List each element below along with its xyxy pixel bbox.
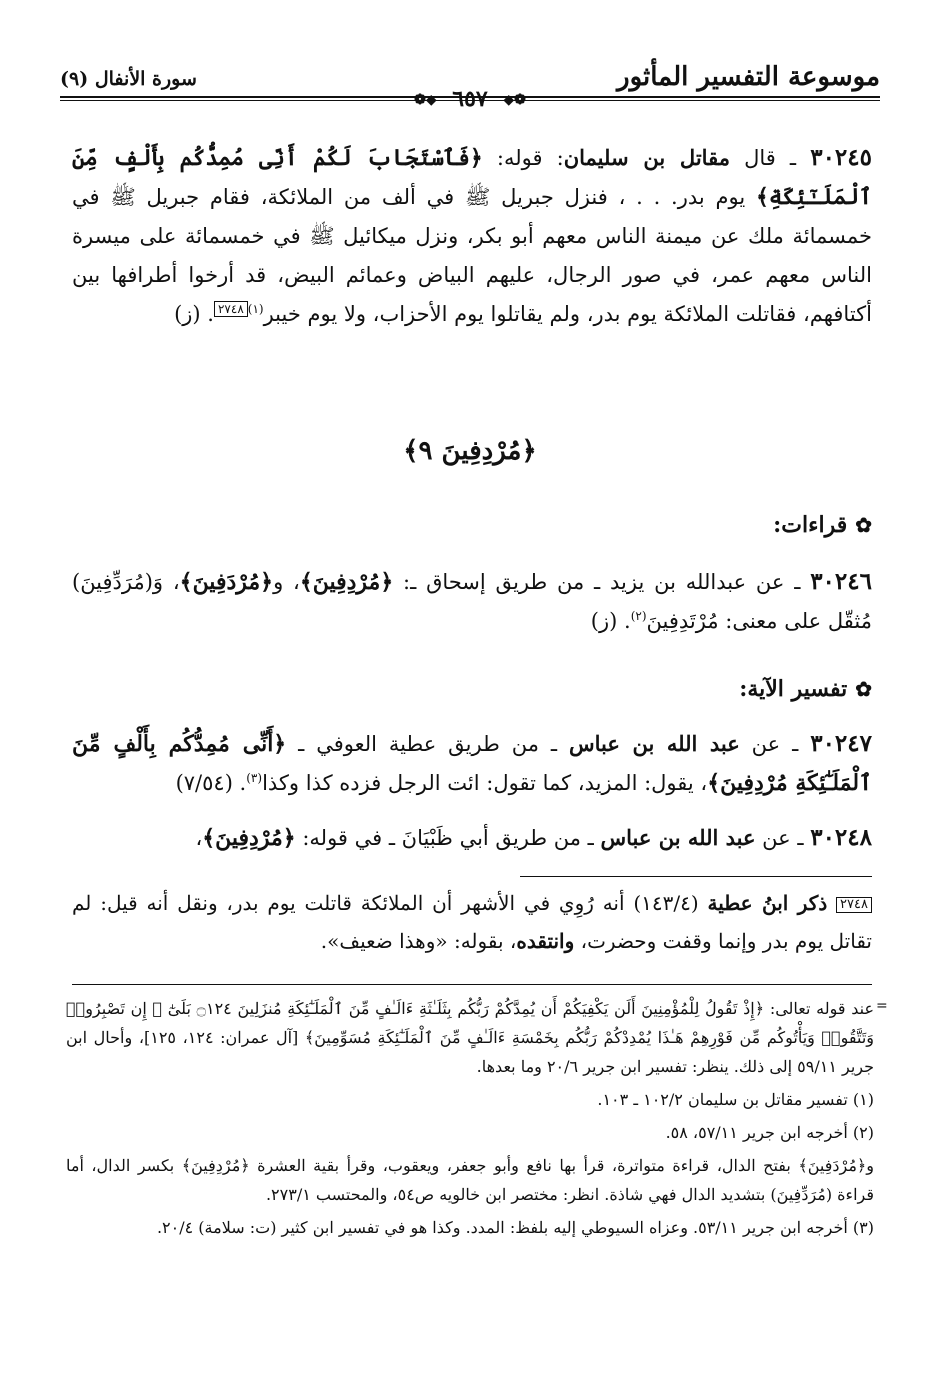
- flower-icon: ✿: [855, 513, 872, 537]
- entry-text: : قوله:: [482, 146, 564, 170]
- flower-icon: ✿: [855, 677, 872, 701]
- commentary-text: أنه رُوِي في الأشهر أن الملائكة قاتلت يوم بدر، ونقل أنه قيل: لم تقاتل يوم بدر وإنما وقفت وحضرت،: [72, 891, 872, 953]
- ornament-icon: ◆❁: [414, 92, 437, 108]
- entry-text: ،: [195, 826, 203, 850]
- entry-number: ٣٠٢٤٥: [810, 144, 872, 171]
- entry-text: . (ز): [590, 609, 631, 633]
- quran-quote: ﴿مُرْدَفِينَ﴾: [179, 569, 274, 595]
- quran-quote: ﴿فَٱسْتَجَابَ لَكُمْ أَنِّى مُمِدُّكُم بِأَلْفٍ مِّنَ ٱلْمَلَـٰٓئِكَةِ﴾: [72, 145, 872, 210]
- entry-30248: [72, 818, 872, 858]
- footnote-ref[interactable]: (٣): [246, 771, 263, 785]
- entry-text: ـ قال: [729, 146, 797, 170]
- quran-quote: ﴿مُرْدِفِينَ﴾: [202, 825, 296, 851]
- continuation-mark: =: [876, 998, 888, 1014]
- commentary-text: ، بقوله: «وهذا ضعيف».: [320, 929, 517, 953]
- footnote-2: (٢) أخرجه ابن جرير ٥٧/١١، ٥٨.: [665, 1123, 874, 1142]
- entry-text: ـ عن: [739, 732, 799, 756]
- footnote-1: (١) تفسير مقاتل بن سليمان ١٠٢/٢ ـ ١٠٣.: [597, 1090, 874, 1109]
- entry-text: ـ من طريق عطية العوفي ـ: [286, 732, 569, 756]
- narrator-name: مقاتل بن سليمان: [563, 145, 730, 170]
- entry-30245: [72, 138, 872, 334]
- entry-text: ، وَ(مُرَدِّفِينَ) مُثقّل على معنى: مُرْتَدِفِينَ: [72, 570, 872, 633]
- commentary-bold: وانتقده: [516, 929, 575, 953]
- section-tafsir: [72, 676, 872, 702]
- entry-30246: [72, 562, 872, 641]
- entry-number: ٣٠٢٤٨: [810, 824, 872, 851]
- footnote-3: (٣) أخرجه ابن جرير ٥٣/١١. وعزاه السيوطي إليه بلفظ: المدد. وكذا هو في تفسير ابن كثير (ت: سلامة) ٢٠/٤.: [156, 1218, 874, 1237]
- book-title: موسوعة التفسير المأثور: [617, 62, 880, 92]
- quran-quote: ﴿مُرْدِفِينَ﴾: [299, 569, 394, 595]
- section-title: تفسير الآية:: [739, 676, 848, 702]
- footnote-ref[interactable]: (١): [247, 302, 264, 316]
- narrator-name: عبد الله بن عباس: [600, 825, 756, 850]
- footnote-ref[interactable]: (٢): [630, 609, 647, 623]
- commentary-rule: [520, 876, 872, 877]
- verse-word: ﴿مُرْدِفِينَ ٩﴾: [403, 436, 537, 466]
- surah-label: سورة الأنفال (٩): [60, 68, 197, 90]
- quran-quote: ﴿أَنِّى مُمِدُّكُم بِأَلْفٍ مِّنَ ٱلْمَلَـٰٓئِكَةِ مُرْدِفِينَ﴾: [72, 731, 872, 796]
- commentary-note: [72, 884, 872, 960]
- page-number-text: ٦٥٧: [452, 86, 488, 112]
- page-number: [0, 86, 940, 112]
- footnote-2-cont: و﴿مُرْدَفِينَ﴾ بفتح الدال، قراءة متواترة، قرأ بها نافع وأبو جعفر، ويعقوب، وقرأ بقية العشرة ﴿مُرْدِفِينَ﴾ بكسر الدال، أما قراءة (مُرَدِّفِينَ) بتشديد الدال فهي شاذة. انظر: مختصر ابن خالويه ص٥٤، والمحتسب ٢٧٣/١.: [66, 1156, 874, 1204]
- footnotes-rule: [72, 984, 872, 985]
- entry-text: ـ من طريق أبي ظَبْيَانَ ـ في قوله:: [295, 826, 601, 850]
- commentary-ref-box[interactable]: ٢٧٤٨: [214, 301, 248, 317]
- entry-text: ـ عن عبدالله بن يزيد ـ من طريق إسحاق ـ:: [393, 570, 801, 594]
- section-title: قراءات:: [773, 512, 848, 538]
- narrator-name: عبد الله بن عباس: [569, 731, 740, 756]
- footnotes: [66, 994, 874, 1246]
- section-qiraat: [72, 512, 872, 538]
- ornament-icon: ❁◆: [503, 92, 526, 108]
- commentary-number-box: ٢٧٤٨: [836, 897, 872, 913]
- entry-number: ٣٠٢٤٧: [810, 730, 872, 757]
- commentary-lead: ذكر ابنُ عطية: [707, 891, 828, 915]
- entry-number: ٣٠٢٤٦: [810, 568, 872, 595]
- commentary-ref: (١٤٣/٤): [624, 891, 708, 915]
- entry-text: . (٧/٥٤): [175, 771, 247, 795]
- footnote-continuation: عند قوله تعالى: ﴿إِذْ تَقُولُ لِلْمُؤْمِنِينَ أَلَن يَكْفِيَكُمْ أَن يُمِدَّكُمْ رَبُّكُم بِثَلَـٰثَةِ ءَالَـٰفٍ مِّنَ ٱلْمَلَـٰٓئِكَةِ مُنزَلِينَ ۝١٢٤ بَلَىٰٓ ۚ إِن تَصْبِرُوا۟ وَتَتَّقُوا۟ وَيَأْتُوكُم مِّن فَوْرِهِمْ هَـٰذَا يُمْدِدْكُمْ رَبُّكُم بِخَمْسَةِ ءَالَـٰفٍ مِّنَ ٱلْمَلَـٰٓئِكَةِ مُسَوِّمِينَ﴾ [آل عمران: ١٢٤، ١٢٥]، وأحال ابن جرير ٥٩/١١ إلى ذلك. ينظر: تفسير ابن جرير ٢٠/٦ وما بعدها.: [66, 999, 875, 1076]
- entry-text: يوم بدر. . . ، فنزل جبريل ﷺ في ألف من الملائكة، فقام جبريل ﷺ في خمسمائة ملك عن ميمنة الناس معهم أبو بكر، ونزل ميكائيل ﷺ في خمسمائة على ميسرة الناس معهم عمر، في صور الرجال، عليهم البياض وعمائم البيض، قد أرخوا أطرافها بين أكتافهم، فقاتلت الملائكة يوم بدر، ولم يقاتلوا يوم الأحزاب، ولا يوم خيبر: [72, 185, 872, 326]
- verse-heading: [0, 436, 940, 466]
- entry-text: ، و: [273, 570, 300, 594]
- entry-text: . (ز): [174, 302, 214, 326]
- entry-text: ، يقول: المزيد، كما تقول: ائت الرجل فزده كذا وكذا: [262, 771, 708, 795]
- entry-text: ـ عن: [755, 826, 804, 850]
- entry-30247: [72, 724, 872, 803]
